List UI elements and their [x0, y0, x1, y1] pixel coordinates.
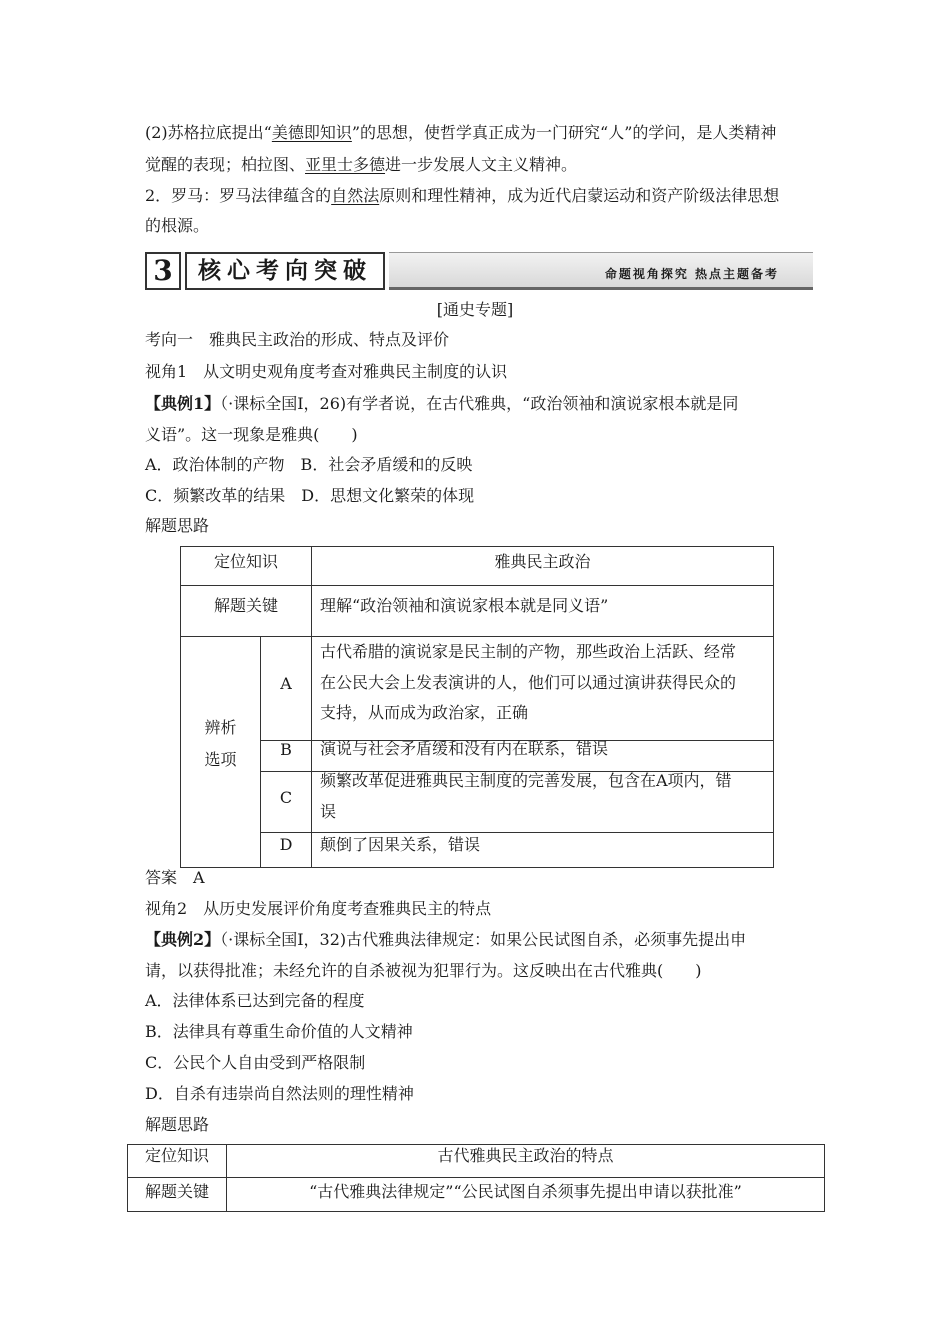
intro-line-2 — [145, 155, 577, 175]
underlined-term: 美德即知识 — [271, 123, 352, 142]
cell-label: 解题关键 — [144, 1182, 209, 1201]
option-letter: D — [279, 835, 293, 854]
section-banner — [145, 250, 813, 290]
option-text: 频繁改革促进雅典民主制度的完善发展，包含在A项内，错 — [320, 771, 732, 790]
option-text: 颠倒了因果关系，错误 — [320, 835, 481, 854]
cell-value: “古代雅典法律规定”“公民试图自杀须事先提出申请以获批准” — [309, 1182, 742, 1201]
answer-1: 答案 A — [145, 868, 205, 887]
banner-strip — [389, 252, 813, 290]
topic-heading: 考向一 雅典民主政治的形成、特点及评价 — [145, 330, 450, 349]
underlined-term: 自然法 — [331, 186, 380, 205]
analysis-heading-1: 解题思路 — [145, 516, 210, 535]
example-2-option-d: D．自杀有违崇尚自然法则的理性精神 — [145, 1084, 414, 1103]
text: 觉醒的表现；柏拉图、 — [145, 155, 306, 174]
cell-label: 解题关键 — [213, 596, 278, 615]
example-label: 【典例2】 — [145, 930, 221, 949]
example-2-option-b: B．法律具有尊重生命价值的人文精神 — [145, 1022, 413, 1041]
analysis-heading-2: 解题思路 — [145, 1115, 210, 1134]
intro-line-3 — [145, 186, 779, 206]
option-text: 支持，从而成为政治家，正确 — [320, 703, 529, 722]
cell-value: 理解“政治领袖和演说家根本就是同义语” — [320, 596, 609, 615]
example-1-line-1 — [145, 394, 738, 414]
example-1-options-ab: A．政治体制的产物 B．社会矛盾缓和的反映 — [145, 455, 473, 474]
text: 进一步发展人文主义精神。 — [385, 155, 578, 174]
option-text: 古代希腊的演说家是民主制的产物，那些政治上活跃、经常 — [320, 642, 737, 661]
banner-subtitle: 命题视角探究 热点主题备考 — [604, 267, 779, 281]
cell-label: 定位知识 — [213, 552, 278, 571]
intro-line-1 — [145, 123, 776, 143]
example-2-line-2: 请，以获得批准；未经允许的自杀被视为犯罪行为。这反映出在古代雅典( ) — [145, 961, 702, 980]
text: （·课标全国Ⅰ，32)古代雅典法律规定：如果公民试图自杀，必须事先提出申 — [220, 930, 747, 949]
analysis-table-2 — [127, 1144, 825, 1212]
text: 原则和理性精神，成为近代启蒙运动和资产阶级法律思想 — [379, 186, 780, 205]
row-divider — [128, 1177, 824, 1178]
option-text: 在公民大会上发表演讲的人，他们可以通过演讲获得民众的 — [320, 673, 737, 692]
section-number: 3 — [145, 252, 181, 290]
example-2-option-a: A．法律体系已达到完备的程度 — [145, 991, 365, 1010]
option-text: 演说与社会矛盾缓和没有内在联系，错误 — [320, 739, 609, 758]
option-text: 误 — [320, 802, 337, 821]
section-title: 核心考向突破 — [185, 252, 385, 290]
example-1-options-cd: C．频繁改革的结果 D．思想文化繁荣的体现 — [145, 486, 475, 505]
option-letter: C — [279, 788, 293, 807]
cell-value: 古代雅典民主政治的特点 — [437, 1146, 614, 1165]
text: （·课标全国Ⅰ，26)有学者说，在古代雅典，“政治领袖和演说家根本就是同 — [220, 394, 739, 413]
text: 2．罗马：罗马法律蕴含的 — [145, 186, 332, 205]
angle-1: 视角1 从文明史观角度考查对雅典民主制度的认识 — [145, 362, 508, 381]
analysis-table-1 — [180, 546, 774, 868]
section-tag: [通史专题] — [436, 300, 514, 319]
underlined-term: 亚里士多德 — [305, 155, 386, 174]
row-divider — [181, 585, 773, 586]
option-letter: B — [280, 740, 292, 759]
example-2-option-c: C．公民个人自由受到严格限制 — [145, 1053, 366, 1072]
text: ”的思想，使哲学真正成为一门研究“人”的学问，是人类精神 — [351, 123, 777, 142]
example-1-line-2: 义语”。这一现象是雅典( ) — [145, 425, 358, 444]
cell-value: 雅典民主政治 — [494, 552, 591, 571]
option-letter: A — [280, 674, 292, 693]
cell-label: 定位知识 — [144, 1146, 209, 1165]
cell-label: 选项 — [204, 750, 237, 769]
example-label: 【典例1】 — [145, 394, 221, 413]
text: (2)苏格拉底提出“ — [145, 123, 272, 142]
col-divider — [311, 547, 312, 867]
angle-2: 视角2 从历史发展评价角度考查雅典民主的特点 — [145, 899, 492, 918]
intro-line-4: 的根源。 — [145, 216, 210, 235]
example-2-line-1 — [145, 930, 746, 950]
cell-label: 辨析 — [204, 718, 237, 737]
